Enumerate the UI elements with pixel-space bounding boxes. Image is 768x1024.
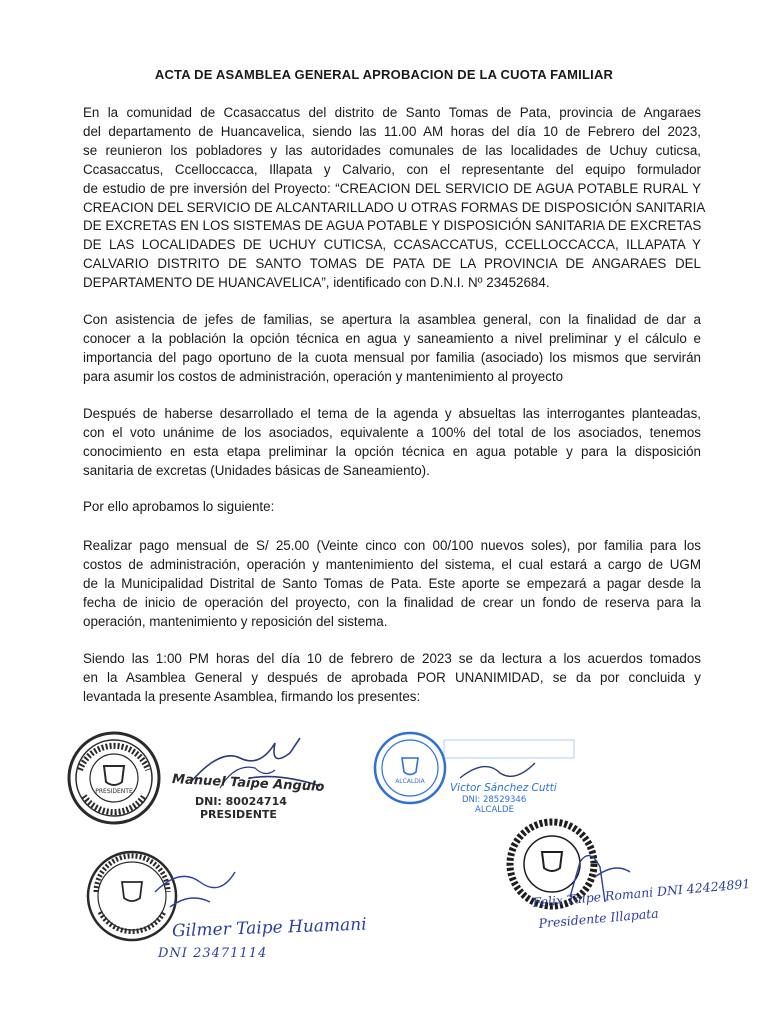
mayor-dni: DNI: 28529346	[462, 795, 527, 805]
document-title: ACTA DE ASAMBLEA GENERAL APROBACION DE LA CUOTA FAMILIAR	[154, 67, 614, 82]
paragraph-line: de la Municipalidad Distrital de Santo Tomas de Pata. Este aporte se empezará a pagar desde la	[83, 575, 701, 591]
paragraph-line: importancia del pago oportuno de la cuota mensual por familia (asociado) los mismos que servirán	[83, 349, 701, 365]
paragraph-line: CALVARIO DISTRITO DE SANTO TOMAS DE PATA DE LA PROVINCIA DE ANGARAES DEL	[83, 256, 701, 272]
paragraph-line: DE EXCRETAS EN LOS SISTEMAS DE AGUA POTABLE Y DISPOSICIÓN SANITARIA DE EXCRETAS	[83, 218, 702, 234]
paragraph-attendance	[83, 311, 701, 387]
community-signature-scribble	[150, 862, 240, 922]
paragraph-line: Siendo las 1:00 PM horas del día 10 de febrero de 2023 se da lectura a los acuerdos tomados	[83, 651, 701, 666]
paragraph-line: Realizar pago mensual de S/ 25.00 (Veinte cinco con 00/100 nuevos soles), por familia para los	[83, 538, 701, 553]
paragraph-closing	[83, 650, 701, 707]
paragraph-line: Después de haberse desarrollado el tema de la agenda y absueltas las interrogantes planteadas,	[83, 406, 701, 421]
president-stamp	[66, 730, 162, 826]
paragraph-line: operación, mantenimiento y reposición del sistema.	[83, 613, 388, 629]
president-role: PRESIDENTE	[200, 808, 277, 821]
mayor-name: Victor Sánchez Cutti	[450, 782, 557, 794]
handwritten-left-dni: DNI 23471114	[158, 946, 268, 961]
paragraph-line: DEPARTAMENTO DE HUANCAVELICA”, identificado con D.N.I. Nº 23452684.	[83, 275, 550, 291]
paragraph-line: de estudio de pre inversión del Proyecto: “CREACION DEL SERVICIO DE AGUA POTABLE RURAL Y	[83, 180, 701, 196]
president-name: Manuel Taipe Angulo	[171, 772, 325, 795]
president-dni: DNI: 80024714	[195, 795, 287, 808]
paragraph-line: del departamento de Huancavelica, siendo las 11.00 AM horas del día 10 de Febrero del 2023,	[83, 123, 701, 139]
handwritten-right-line2: Presidente Illapata	[538, 905, 660, 931]
handwritten-right-line1: Felix Taipe Romani DNI 42424891	[532, 875, 751, 910]
paragraph-line: en la Asamblea General y después de aprobada POR UNANIMIDAD, se da por concluida y	[83, 669, 701, 685]
paragraph-line: Por ello aprobamos lo siguiente:	[83, 499, 275, 514]
paragraph-line: sanitaria de excretas (Unidades básicas de Saneamiento).	[83, 462, 430, 478]
mayor-role: ALCALDE	[475, 805, 514, 815]
paragraph-line: fecha de inicio de operación del proyecto, con la finalidad de crear un fondo de reserva para la	[83, 594, 701, 610]
paragraph-line: conocer a la población la opción técnica en agua y saneamiento a nivel preliminar y el cálculo e	[83, 330, 701, 346]
president-stamp-label: PRESIDENTE	[95, 788, 133, 795]
paragraph-agenda	[83, 405, 701, 481]
paragraph-line: CREACION DEL SERVICIO DE ALCANTARILLADO U OTRAS FORMAS DE DISPOSICIÓN SANITARIA	[83, 199, 706, 215]
paragraph-line: DE LAS LOCALIDADES DE UCHUY CUTICSA, CCASACCATUS, CCELLOCCACCA, ILLAPATA Y	[83, 237, 701, 253]
paragraph-approval-lead	[83, 498, 701, 517]
paragraph-line: Ccasaccatus, Ccelloccacca, Illapata y Calvario, con el representante del equipo formulador	[83, 161, 701, 177]
mayor-stamp-label: ALCALDIA	[395, 778, 425, 785]
paragraph-line: conocimiento en esta etapa preliminar la opción técnica en agua potable y para la disposición	[83, 443, 701, 459]
handwritten-left-name: Gilmer Taipe Huamani	[171, 914, 367, 942]
paragraph-line: se reunieron los pobladores y las autoridades comunales de las localidades de Uchuy cuticsa,	[83, 142, 701, 158]
paragraph-line: costos de administración, operación y mantenimiento del sistema, el cual estará a cargo de UGM	[83, 556, 701, 572]
paragraph-payment	[83, 537, 701, 632]
paragraph-intro	[83, 104, 706, 293]
paragraph-line: levantada la presente Asamblea, firmando los presentes:	[83, 688, 421, 704]
paragraph-line: para asumir los costos de administración, operación y mantenimiento al proyecto	[83, 368, 564, 384]
paragraph-line: En la comunidad de Ccasaccatus del distrito de Santo Tomas de Pata, provincia de Angaraes	[83, 105, 701, 120]
mayor-signature-scribble	[440, 738, 580, 788]
mayor-stamp	[372, 730, 448, 806]
paragraph-line: con el voto unánime de los asociados, equivalente a 100% del total de los asociados, tenemos	[83, 424, 701, 440]
paragraph-line: Con asistencia de jefes de familias, se apertura la asamblea general, con la finalidad de dar a	[83, 312, 701, 327]
